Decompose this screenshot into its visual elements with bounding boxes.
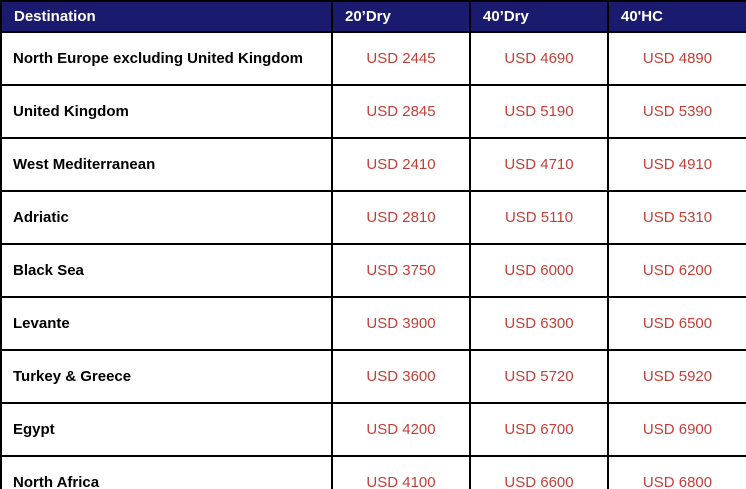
destination-cell: Levante: [1, 297, 332, 350]
table-row: [1, 85, 746, 138]
table-row: [1, 403, 746, 456]
rate-cell: USD 6800: [608, 456, 746, 489]
rate-cell: USD 6500: [608, 297, 746, 350]
column-header-40hc: 40'HC: [608, 1, 746, 32]
rate-cell: USD 2810: [332, 191, 470, 244]
rate-cell: USD 3900: [332, 297, 470, 350]
table-row: [1, 138, 746, 191]
destination-cell: North Africa: [1, 456, 332, 489]
rate-cell: USD 6200: [608, 244, 746, 297]
rate-cell: USD 6600: [470, 456, 608, 489]
rate-cell: USD 4910: [608, 138, 746, 191]
rate-cell: USD 5310: [608, 191, 746, 244]
rate-cell: USD 4200: [332, 403, 470, 456]
table-row: [1, 244, 746, 297]
destination-cell: United Kingdom: [1, 85, 332, 138]
column-header-20dry: 20’Dry: [332, 1, 470, 32]
column-header-destination: Destination: [1, 1, 332, 32]
rate-cell: USD 4710: [470, 138, 608, 191]
rate-cell: USD 6000: [470, 244, 608, 297]
rate-cell: USD 6900: [608, 403, 746, 456]
rate-cell: USD 3750: [332, 244, 470, 297]
table-row: [1, 350, 746, 403]
column-header-40dry: 40’Dry: [470, 1, 608, 32]
destination-cell: Turkey & Greece: [1, 350, 332, 403]
table-header-row: [1, 1, 746, 32]
rate-cell: USD 3600: [332, 350, 470, 403]
rate-cell: USD 4100: [332, 456, 470, 489]
rate-cell: USD 4690: [470, 32, 608, 85]
rate-cell: USD 4890: [608, 32, 746, 85]
rate-cell: USD 6300: [470, 297, 608, 350]
destination-cell: Black Sea: [1, 244, 332, 297]
table-row: [1, 32, 746, 85]
destination-cell: Egypt: [1, 403, 332, 456]
destination-cell: West Mediterranean: [1, 138, 332, 191]
rate-cell: USD 2410: [332, 138, 470, 191]
rate-cell: USD 5920: [608, 350, 746, 403]
table-row: [1, 191, 746, 244]
table-row: [1, 297, 746, 350]
rate-cell: USD 2845: [332, 85, 470, 138]
rate-cell: USD 6700: [470, 403, 608, 456]
table-row: [1, 456, 746, 489]
rate-cell: USD 5190: [470, 85, 608, 138]
rate-cell: USD 5720: [470, 350, 608, 403]
destination-cell: North Europe excluding United Kingdom: [1, 32, 332, 85]
table-body: [1, 32, 746, 489]
destination-cell: Adriatic: [1, 191, 332, 244]
rate-cell: USD 5110: [470, 191, 608, 244]
rate-cell: USD 2445: [332, 32, 470, 85]
rate-cell: USD 5390: [608, 85, 746, 138]
